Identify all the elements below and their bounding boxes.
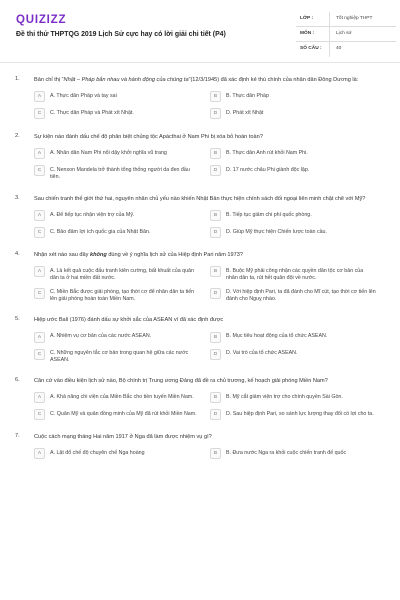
option-letter-badge: B <box>210 392 221 403</box>
question-text <box>34 251 384 259</box>
answer-option-a[interactable] <box>34 332 210 343</box>
option-text: C. Quân Mỹ và quân đồng minh của Mỹ đã rút khỏi Miền Nam. <box>50 410 197 417</box>
option-text: A. Để tiếp tục nhận viện trợ của Mỹ. <box>50 211 135 218</box>
question-number: 6. <box>15 377 20 384</box>
question-text-emphasis: Nhật – Pháp bắn nhau và hành động của chúng ta <box>63 77 189 83</box>
answer-option-a[interactable] <box>34 148 210 159</box>
meta-value: Lịch sử <box>336 31 352 36</box>
option-letter-badge: B <box>210 266 221 277</box>
option-text: B. Tiếp tục giảm chi phí quốc phòng. <box>226 211 312 218</box>
option-text: D. Sau hiệp định Pari, so sánh lực lượng thay đổi có lợi cho ta. <box>226 410 374 417</box>
question-item <box>0 433 400 459</box>
question-number: 4. <box>15 251 20 258</box>
answer-option-b[interactable] <box>210 266 386 282</box>
option-letter-badge: B <box>210 448 221 459</box>
meta-table <box>296 12 396 57</box>
answer-option-a[interactable] <box>34 266 210 282</box>
option-letter-badge: A <box>34 210 45 221</box>
option-text: B. Mỹ cắt giảm viện trợ cho chính quyền Sài Gòn. <box>226 393 343 400</box>
answer-option-c[interactable] <box>34 288 210 304</box>
answer-option-a[interactable] <box>34 448 210 459</box>
answer-option-b[interactable] <box>210 148 386 159</box>
question-item <box>0 316 400 364</box>
question-text <box>34 76 384 84</box>
option-text: A. Nhân dân Nam Phi nổi dậy khởi nghĩa vũ trang <box>50 149 167 156</box>
option-letter-badge: C <box>34 288 45 299</box>
answer-option-b[interactable] <box>210 210 386 221</box>
option-text: D. Vai trò của tổ chức ASEAN. <box>226 350 298 357</box>
answer-option-b[interactable] <box>210 392 386 403</box>
option-text: C. Miền Bắc được giải phóng, tạo thời cơ để nhân dân ta tiến lên giải phóng hoàn toàn Miền Nam. <box>50 289 195 303</box>
meta-label: LỚP : <box>300 16 314 21</box>
meta-row-count <box>296 42 396 57</box>
option-text: A. Là kết quả cuộc đấu tranh kiên cường, bất khuất của quân dân ta ở hai miền đất nước. <box>50 267 194 281</box>
meta-value: 40 <box>336 46 342 51</box>
answer-option-d[interactable] <box>210 165 386 181</box>
question-text-part: Bản chỉ thị “ <box>34 77 64 83</box>
question-text <box>34 377 384 385</box>
question-number: 3. <box>15 194 20 201</box>
answer-option-a[interactable] <box>34 392 210 403</box>
answer-option-b[interactable] <box>210 332 386 343</box>
question-list <box>0 76 400 459</box>
answer-options <box>34 392 386 420</box>
answer-option-b[interactable] <box>210 448 386 459</box>
question-text-part: Hiệp ước Bali (1976) đánh dấu sự khởi sắc của ASEAN vì đã xác định được <box>34 317 224 324</box>
option-text: A. Thực dân Pháp và tay sai <box>50 92 117 99</box>
answer-options <box>34 332 386 365</box>
meta-row-subject <box>296 27 396 42</box>
option-letter-badge: A <box>34 332 45 343</box>
question-text-part: đúng về ý nghĩa lịch sử của Hiệp định Pari năm 1973? <box>106 252 243 259</box>
option-text: C. Nenxon Mandela trở thành tổng thống người da đen đầu tiên. <box>50 166 190 180</box>
option-text: D. Với hiệp định Pari, ta đã đánh cho Mĩ cút, tạo thời cơ tiến lên đánh cho Nguỵ nhào. <box>226 289 376 303</box>
option-letter-badge: A <box>34 448 45 459</box>
meta-label: SỐ CÂU : <box>300 46 322 51</box>
answer-option-c[interactable] <box>34 165 210 181</box>
option-text: C. Thực dân Pháp và Phát xít Nhật. <box>50 109 134 116</box>
option-text: B. Thực dân Pháp <box>226 92 269 99</box>
option-text: C. Bảo đảm lợi ích quốc gia của Nhật Bản. <box>50 228 151 235</box>
question-item <box>0 133 400 181</box>
option-text: D. Giúp Mỹ thực hiện Chiến lược toàn cầu. <box>226 228 327 235</box>
option-letter-badge: C <box>34 108 45 119</box>
meta-row-class <box>296 12 396 27</box>
answer-option-d[interactable] <box>210 409 386 420</box>
question-text <box>34 316 384 324</box>
option-text: D. 17 nước châu Phi giành độc lập. <box>226 166 310 173</box>
option-letter-badge: B <box>210 91 221 102</box>
answer-options <box>34 148 386 181</box>
answer-option-c[interactable] <box>34 227 210 238</box>
page-header <box>0 0 400 62</box>
option-letter-badge: C <box>34 349 45 360</box>
option-letter-badge: C <box>34 409 45 420</box>
question-text <box>34 433 384 441</box>
option-letter-badge: D <box>210 108 221 119</box>
answer-options <box>34 448 386 459</box>
option-letter-badge: A <box>34 392 45 403</box>
question-number: 1. <box>15 76 20 82</box>
question-number: 7. <box>15 433 20 440</box>
option-text: B. Mục tiêu hoạt động của tổ chức ASEAN. <box>226 333 328 340</box>
quizizz-logo: QUIZIZZ <box>16 14 67 26</box>
option-letter-badge: A <box>34 266 45 277</box>
question-item <box>0 251 400 303</box>
meta-value: Tốt nghiệp THPT <box>336 16 373 21</box>
option-text: B. Đưa nước Nga ra khỏi cuộc chiến tranh đế quốc <box>226 449 347 456</box>
question-number: 2. <box>15 133 20 140</box>
option-letter-badge: D <box>210 409 221 420</box>
option-text: C. Những nguyên tắc cơ bản trong quan hệ giữa các nước ASEAN. <box>50 350 189 364</box>
answer-option-c[interactable] <box>34 349 210 365</box>
question-text-part: Sau chiến tranh thế giới thứ hai, nguyên nhân chủ yếu nào khiến Nhật Bản thực hiện chính sách đối ngoại liên minh chặt chẽ với Mỹ? <box>34 195 366 202</box>
answer-options <box>34 266 386 303</box>
header-divider <box>0 62 400 63</box>
option-text: A. Nhiệm vụ cơ bản của các nước ASEAN. <box>50 333 152 340</box>
question-item <box>0 76 400 119</box>
option-letter-badge: D <box>210 165 221 176</box>
option-letter-badge: A <box>34 148 45 159</box>
option-text: B. Buộc Mỹ phải công nhận các quyền dân tộc cơ bản của nhân dân ta, rút hết quân đội về nước. <box>226 267 364 281</box>
option-letter-badge: D <box>210 288 221 299</box>
answer-option-d[interactable] <box>210 108 386 119</box>
question-text-part: ”(12/3/1945) đã xác định kẻ thù chính của nhân dân Đông Dương là: <box>188 77 359 83</box>
answer-option-a[interactable] <box>34 91 210 102</box>
option-letter-badge: B <box>210 210 221 221</box>
question-item <box>0 377 400 420</box>
document-title: Đề thi thử THPTQG 2019 Lịch Sử cực hay có lời giải chi tiết (P4) <box>16 31 226 38</box>
answer-options <box>34 91 386 119</box>
answer-options <box>34 210 386 238</box>
question-text-part: Cuộc cách mạng tháng Hai năm 1917 ở Nga đã làm được nhiệm vụ gì? <box>34 434 212 441</box>
answer-option-b[interactable] <box>210 91 386 102</box>
option-letter-badge: C <box>34 227 45 238</box>
question-text-part: Sự kiện nào đánh dấu chế độ phân biệt chủng tộc Apácthai ở Nam Phi bị xóa bỏ hoàn toàn? <box>34 134 263 141</box>
option-text: A. Lật đổ chế độ chuyên chế Nga hoàng <box>50 449 145 456</box>
question-item <box>0 195 400 238</box>
question-text <box>34 133 384 141</box>
answer-option-a[interactable] <box>34 210 210 221</box>
option-letter-badge: A <box>34 91 45 102</box>
option-letter-badge: C <box>34 165 45 176</box>
option-letter-badge: B <box>210 332 221 343</box>
answer-option-d[interactable] <box>210 288 386 304</box>
option-text: B. Thực dân Anh rút khỏi Nam Phi. <box>226 149 308 156</box>
option-text: D. Phát xít Nhật <box>226 109 264 116</box>
option-letter-badge: D <box>210 349 221 360</box>
option-letter-badge: B <box>210 148 221 159</box>
question-text-part: Nhận xét nào sau đây <box>34 252 90 259</box>
meta-label: MÔN : <box>300 31 315 36</box>
answer-option-d[interactable] <box>210 349 386 365</box>
question-text <box>34 195 384 203</box>
answer-option-c[interactable] <box>34 409 210 420</box>
option-letter-badge: D <box>210 227 221 238</box>
question-text-part: Căn cứ vào điều kiện lịch sử nào, Bộ chính trị Trung ương Đảng đã đề ra chủ trương, kế hoạch giải phóng Miền Nam? <box>34 378 328 385</box>
question-number: 5. <box>15 316 20 323</box>
answer-option-d[interactable] <box>210 227 386 238</box>
answer-option-c[interactable] <box>34 108 210 119</box>
option-text: A. Khả năng chi viện của Miền Bắc cho tiền tuyến Miền Nam. <box>50 393 194 400</box>
question-text-emphasis: không <box>89 252 107 259</box>
